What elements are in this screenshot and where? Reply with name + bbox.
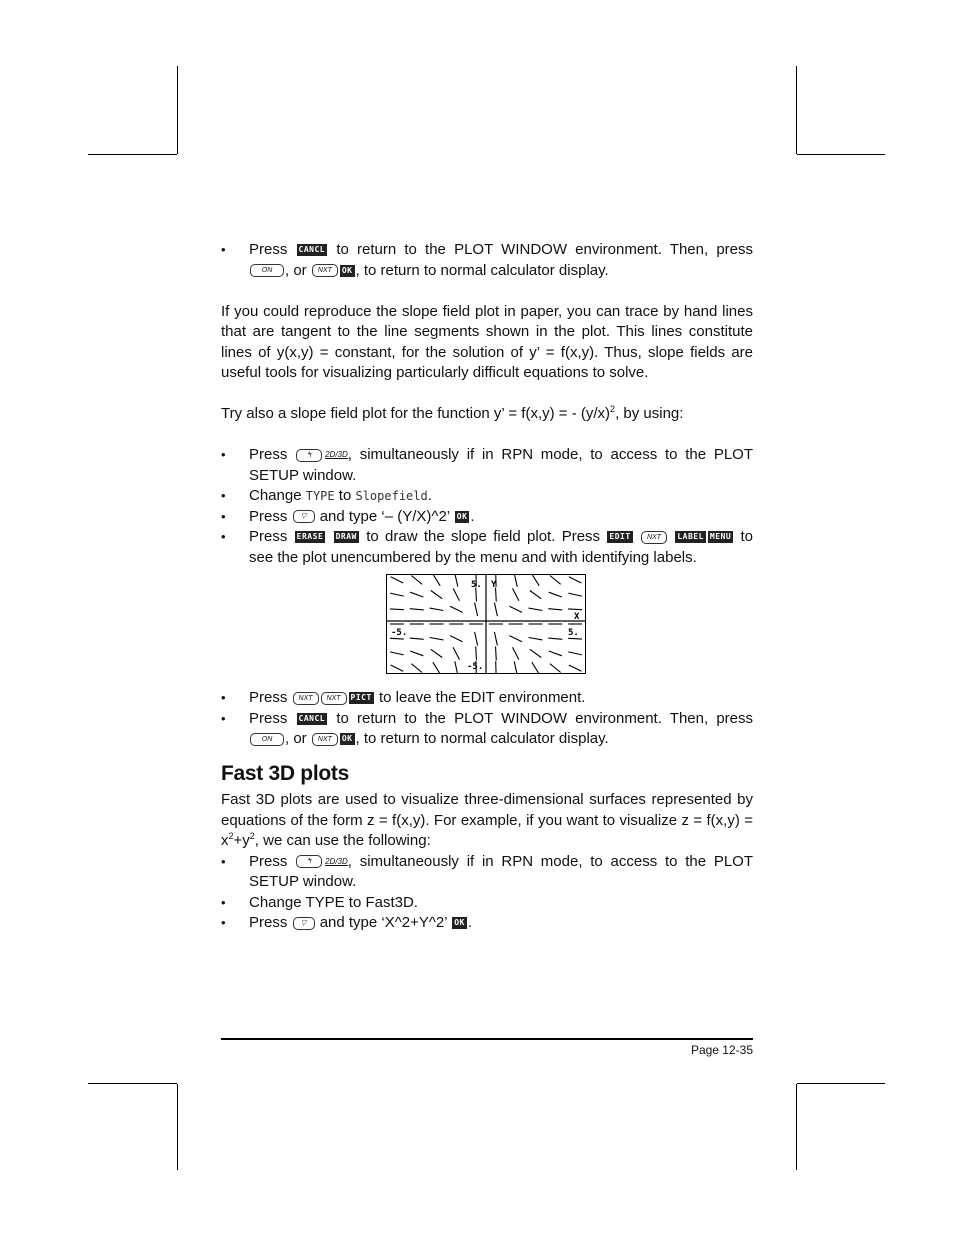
slope-segment xyxy=(411,576,422,585)
press-text: Press xyxy=(249,507,288,525)
cancel-softkey[interactable]: CANCL xyxy=(298,713,326,723)
pict-softkey[interactable]: PICT xyxy=(350,693,372,703)
instruction-text: Change TYPE to Fast3D. xyxy=(249,893,418,911)
to-text: to xyxy=(338,487,352,505)
slope-segment xyxy=(568,652,582,655)
nxt-key[interactable]: NXT xyxy=(293,692,319,705)
slope-segment xyxy=(529,638,543,640)
instruction-text: to leave the EDIT environment. xyxy=(378,689,586,707)
list-item xyxy=(221,709,753,750)
crop-mark xyxy=(88,154,177,155)
instruction-text: to return to the PLOT WINDOW environment. Then, press xyxy=(336,241,753,258)
down-arrow-key[interactable]: ▽ xyxy=(293,917,315,930)
label-softkey[interactable]: LABEL xyxy=(677,532,704,542)
section-heading: Fast 3D plots xyxy=(221,761,349,785)
slope-segment xyxy=(430,638,444,640)
bullet-list xyxy=(221,852,753,934)
crop-mark xyxy=(797,1083,885,1084)
type-value: Slopefield xyxy=(355,489,428,504)
instruction-text: to draw the slope field plot. Press xyxy=(366,528,601,546)
paragraph-text: , we can use the following: xyxy=(254,832,431,850)
footer-rule xyxy=(221,1038,753,1040)
type-field-name: TYPE xyxy=(305,489,335,504)
menu-softkey[interactable]: MENU xyxy=(709,532,732,542)
slope-segment xyxy=(569,577,582,583)
press-text: Press xyxy=(249,709,288,727)
crop-mark xyxy=(796,1084,797,1170)
press-text: Press xyxy=(249,241,288,258)
2d3d-label: 2D/3D xyxy=(325,450,348,459)
press-text: Press xyxy=(249,852,288,870)
edit-softkey[interactable]: EDIT xyxy=(609,532,631,542)
list-item xyxy=(221,913,753,934)
slope-segment xyxy=(475,603,478,617)
press-text: Press xyxy=(249,689,288,707)
instruction-text: , to return to normal calculator display. xyxy=(355,261,609,279)
page-body xyxy=(221,240,753,934)
slope-segment xyxy=(549,592,562,597)
on-key[interactable]: ON xyxy=(250,733,284,746)
list-item xyxy=(221,445,753,486)
slope-segment xyxy=(496,647,497,661)
superscript: 2 xyxy=(610,404,616,414)
slope-segment xyxy=(568,609,582,610)
slope-segment xyxy=(453,647,459,659)
slope-segment xyxy=(509,606,522,612)
bullet-list xyxy=(221,688,753,750)
superscript: 2 xyxy=(249,831,255,842)
crop-mark xyxy=(796,66,797,154)
slope-segment xyxy=(529,608,543,610)
y-max-label: 5. xyxy=(471,580,482,591)
period: . xyxy=(470,507,475,525)
nxt-key[interactable]: NXT xyxy=(312,733,338,746)
on-key[interactable]: ON xyxy=(250,264,284,277)
nxt-key[interactable]: NXT xyxy=(312,264,338,277)
press-text: Press xyxy=(249,446,288,464)
slope-segment xyxy=(509,636,522,642)
slope-segment xyxy=(410,638,424,639)
ok-softkey[interactable]: OK xyxy=(341,265,353,275)
bullet-list xyxy=(221,445,753,568)
slope-segment xyxy=(549,651,562,656)
slope-segment xyxy=(513,647,519,659)
change-text: Change xyxy=(249,487,302,505)
2d3d-label: 2D/3D xyxy=(325,856,348,866)
bullet-list xyxy=(221,240,753,281)
slope-segment xyxy=(390,609,404,610)
nxt-key[interactable]: NXT xyxy=(321,692,347,705)
list-item xyxy=(221,527,753,568)
slope-segment xyxy=(410,651,423,656)
press-text: Press xyxy=(249,914,288,932)
slope-segment xyxy=(410,592,423,597)
slope-segment xyxy=(548,609,562,610)
draw-softkey[interactable]: DRAW xyxy=(335,532,357,542)
slope-segment xyxy=(475,632,478,646)
slope-field-plot xyxy=(387,575,585,673)
slope-segment xyxy=(453,589,459,601)
left-shift-key[interactable]: ↰ xyxy=(296,855,322,868)
y-axis-label: Y xyxy=(491,580,497,591)
paragraph-text: , by using: xyxy=(615,405,684,422)
crop-mark xyxy=(88,1083,177,1084)
superscript: 2 xyxy=(228,831,234,842)
slope-segment xyxy=(530,650,541,658)
slope-segment xyxy=(550,576,561,585)
slope-segment xyxy=(455,575,458,587)
slope-segment xyxy=(494,603,497,617)
period: . xyxy=(427,487,432,505)
crop-mark xyxy=(177,66,178,154)
paragraph-text: +y xyxy=(233,832,250,850)
paragraph-text: Try also a slope field plot for the function y’ = f(x,y) = - (y/x) xyxy=(221,405,611,422)
period: . xyxy=(467,914,473,932)
or-text: , or xyxy=(285,730,307,748)
nxt-key[interactable]: NXT xyxy=(641,531,667,544)
list-item xyxy=(221,240,753,281)
slope-segment xyxy=(433,575,440,586)
or-text: , or xyxy=(285,261,307,279)
left-shift-key[interactable]: ↰ xyxy=(296,449,322,462)
instruction-text: and type ‘– (Y/X)^2’ xyxy=(319,507,450,525)
slope-segment xyxy=(430,608,444,610)
slope-segment xyxy=(390,593,404,596)
slope-segment xyxy=(433,662,440,673)
cancel-softkey[interactable]: CANCL xyxy=(298,245,326,255)
list-item xyxy=(221,507,753,528)
ok-softkey[interactable]: OK xyxy=(456,511,468,521)
list-item xyxy=(221,486,753,507)
list-item xyxy=(221,688,753,709)
x-axis-label: X xyxy=(574,612,580,623)
instruction-text: , to return to normal calculator display. xyxy=(355,730,609,748)
y-min-label: -5. xyxy=(467,662,484,673)
slope-segment xyxy=(494,632,497,646)
slope-segment xyxy=(532,662,539,673)
slope-segment xyxy=(450,636,463,642)
slope-segment xyxy=(390,639,404,640)
slope-segment xyxy=(391,665,404,671)
list-item xyxy=(221,893,753,914)
slope-segment xyxy=(450,606,463,612)
slope-segment xyxy=(569,665,582,671)
down-arrow-key[interactable]: ▽ xyxy=(293,510,315,523)
press-text: Press xyxy=(249,528,288,546)
slope-segment xyxy=(548,638,562,639)
instruction-text: , simultaneously if in RPN mode, to access to the PLOT SETUP window. xyxy=(249,852,754,891)
paragraph: If you could reproduce the slope field plot in paper, you can trace by hand lines that are tangent to the line segments shown in the plot. This lines constitute lines of y(x,y) = constant, for the solution of y’ = f(x,y). Thus, slope fields are useful tools for visualizing particularly difficult equations to solve. xyxy=(221,302,753,381)
slope-segment xyxy=(411,664,422,673)
paragraph xyxy=(221,404,753,425)
page-number: Page 12-35 xyxy=(690,1043,753,1057)
ok-softkey[interactable]: OK xyxy=(341,734,353,744)
slope-field-screenshot xyxy=(386,574,586,674)
slope-segment xyxy=(568,639,582,640)
instruction-text: and type ‘X^2+Y^2’ xyxy=(319,914,448,932)
x-max-label: 5. xyxy=(568,628,579,639)
slope-segment xyxy=(476,647,477,661)
crop-mark xyxy=(797,154,885,155)
paragraph-text: Fast 3D plots are used to visualize three-dimensional surfaces represented by equations of the form z = f(x,y). For example, if you want to visualize z = f(x,y) = x xyxy=(221,791,753,850)
instruction-text: to return to the PLOT WINDOW environment. Then, press xyxy=(336,709,753,727)
slope-segment xyxy=(410,609,424,610)
ok-softkey[interactable]: OK xyxy=(454,918,465,928)
slope-segment xyxy=(550,664,561,673)
instruction-text: , simultaneously if in RPN mode, to access to the PLOT SETUP window. xyxy=(249,446,754,484)
slope-segment xyxy=(455,662,458,674)
erase-softkey[interactable]: ERASE xyxy=(296,532,324,542)
list-item xyxy=(221,852,753,893)
slope-segment xyxy=(514,662,517,674)
slope-segment xyxy=(390,652,404,655)
paragraph xyxy=(221,790,753,852)
slope-segment xyxy=(431,650,442,658)
slope-segment xyxy=(513,589,519,601)
x-min-label: -5. xyxy=(391,628,408,639)
slope-segment xyxy=(514,575,517,587)
slope-segment xyxy=(391,577,404,583)
crop-mark xyxy=(177,1084,178,1170)
slope-segment xyxy=(530,591,541,599)
instruction-text: to see the plot unencumbered by the menu and with identifying labels. xyxy=(249,528,754,566)
slope-segment xyxy=(431,591,442,599)
slope-segment xyxy=(532,575,539,586)
slope-segment xyxy=(568,593,582,596)
